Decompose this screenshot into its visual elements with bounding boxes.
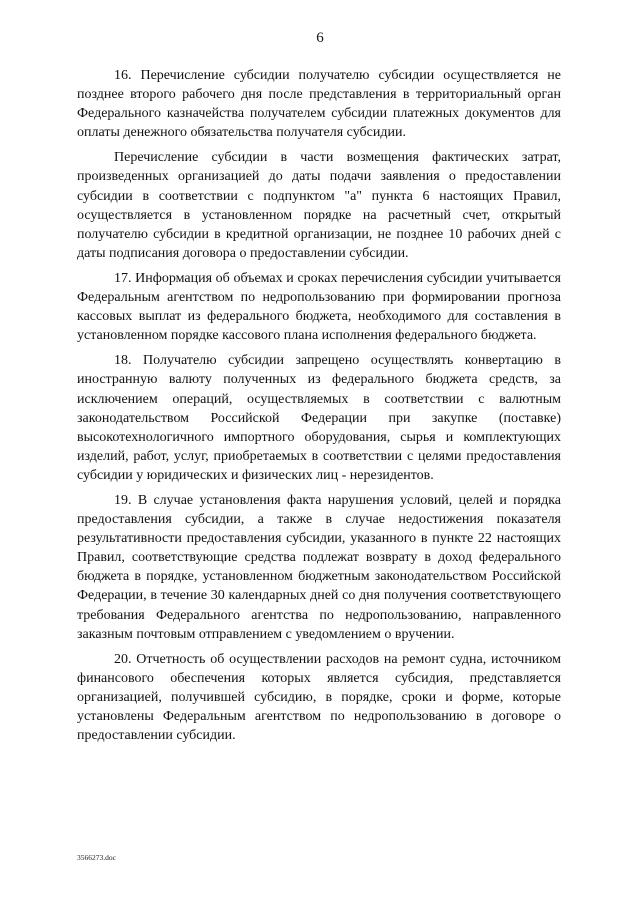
page-number: 6: [316, 30, 324, 46]
paragraph-17: 17. Информация об объемах и сроках перечисления субсидии учитывается Федеральным агентством по недропользованию при формировании прогноза кассовых выплат из федерального бюджета, необходимого для составления в установленном порядке кассового плана исполнения федерального бюджета.: [77, 270, 561, 344]
paragraph-20: 20. Отчетность об осуществлении расходов на ремонт судна, источником финансового обеспечения которых является субсидия, представляется организацией, получившей субсидию, в порядке, сроки и форме, которые установлены Федеральным агентством по недропользованию в договоре о предоставлении субсидии.: [77, 651, 561, 744]
paragraph-19: 19. В случае установления факта нарушения условий, целей и порядка предоставления субсидии, а также в случае недостижения показателя результативности предоставления субсидии, указанного в пункте 22 настоящих Правил, соответствующие средства подлежат возврату в доход федерального бюджета в порядке, установленном бюджетным законодательством Российской Федерации, в течение 30 календарных дней со дня получения соответствующего требования Федерального агентства по недропользованию, направленного заказным почтовым отправлением с уведомлением о вручении.: [77, 492, 561, 642]
document-body: [77, 66, 561, 751]
paragraph-16: 16. Перечисление субсидии получателю субсидии осуществляется не позднее второго рабочего дня после представления в территориальный орган Федерального казначейства получателем субсидии платежных документов для оплаты денежного обязательства получателя субсидии.: [77, 68, 561, 141]
file-reference-footer: 3566273.doc: [77, 853, 116, 862]
paragraph-18: 18. Получателю субсидии запрещено осуществлять конвертацию в иностранную валюту полученных из федерального бюджета средств, за исключением операций, осуществляемых в соответствии с валютным законодательством Российской Федерации при закупке (поставке) высокотехнологичного импортного оборудования, сырья и комплектующих изделий, работ, услуг, приобретаемых в соответствии с целями предоставления субсидии у юридических и физических лиц - нерезидентов.: [77, 353, 561, 483]
paragraph-16-continued: Перечисление субсидии в части возмещения фактических затрат, произведенных организацией до даты подачи заявления о предоставлении субсидии в соответствии с подпунктом "а" пункта 6 настоящих Правил, осуществляется в установленном порядке на расчетный счет, открытый получателю субсидии в кредитной организации, не позднее 10 рабочих дней с даты подписания договора о предоставлении субсидии.: [77, 150, 561, 261]
